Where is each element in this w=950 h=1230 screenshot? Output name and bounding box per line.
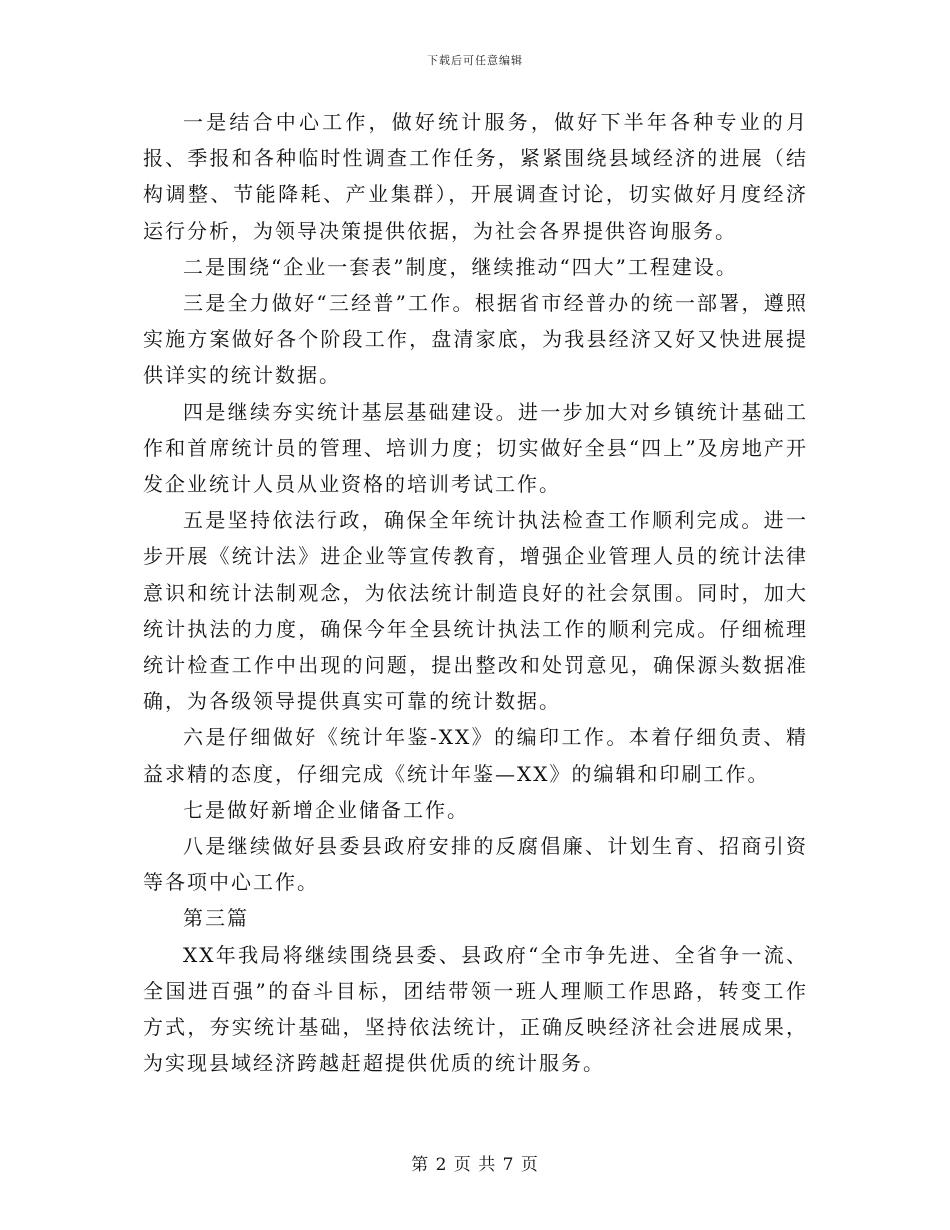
paragraph-2: 二是围绕“企业一套表”制度，继续推动“四大”工程建设。 [183,254,738,279]
paragraph-9: XX年我局将继续围绕县委、县政府“全市争先进、全省争一流、全国进百强”的奋斗目标，团结带领一班人理顺工作思路，转变工作方式，夯实统计基础，坚持依法统计，正确反映经济社会进展成果，为实现县域经济跨越赶超提供优质的统计服务。 [143,942,808,1076]
paragraph-1: 一是结合中心工作，做好统计服务，做好下半年各种专业的月报、季报和各种临时性调查工作任务，紧紧围绕县域经济的进展（结构调整、节能降耗、产业集群），开展调查讨论，切实做好月度经济运行分析，为领导决策提供依据，为社会各界提供咨询服务。 [143,110,808,243]
paragraph-4: 四是继续夯实统计基层基础建设。进一步加大对乡镇统计基础工作和首席统计员的管理、培训力度；切实做好全县“四上”及房地产开发企业统计人员从业资格的培训考试工作。 [143,399,808,497]
paragraph-5: 五是坚持依法行政，确保全年统计执法检查工作顺利完成。进一步开展《统计法》进企业等宣传教育，增强企业管理人员的统计法律意识和统计法制观念，为依法统计制造良好的社会氛围。同时，加大统计执法的力度，确保今年全县统计执法工作的顺利完成。仔细梳理统计检查工作中出现的问题，提出整改和处罚意见，确保源头数据准确，为各级领导提供真实可靠的统计数据。 [143,508,808,714]
paragraph-7: 七是做好新增企业储备工作。 [183,797,469,822]
paragraph-6: 六是仔细做好《统计年鉴-XX》的编印工作。本着仔细负责、精益求精的态度，仔细完成《统计年鉴—XX》的编辑和印刷工作。 [143,725,808,786]
paragraph-8: 八是继续做好县委县政府安排的反腐倡廉、计划生育、招商引资等各项中心工作。 [143,834,808,895]
page-number: 第 2 页 共 7 页 [411,1155,539,1175]
section-heading: 第三篇 [183,906,249,931]
document-body [143,104,808,1081]
paragraph-3: 三是全力做好“三经普”工作。根据省市经普办的统一部署，遵照实施方案做好各个阶段工作，盘清家底，为我县经济又好又快进展提供详实的统计数据。 [143,291,808,388]
page-header: 下载后可任意编辑 [427,54,523,67]
